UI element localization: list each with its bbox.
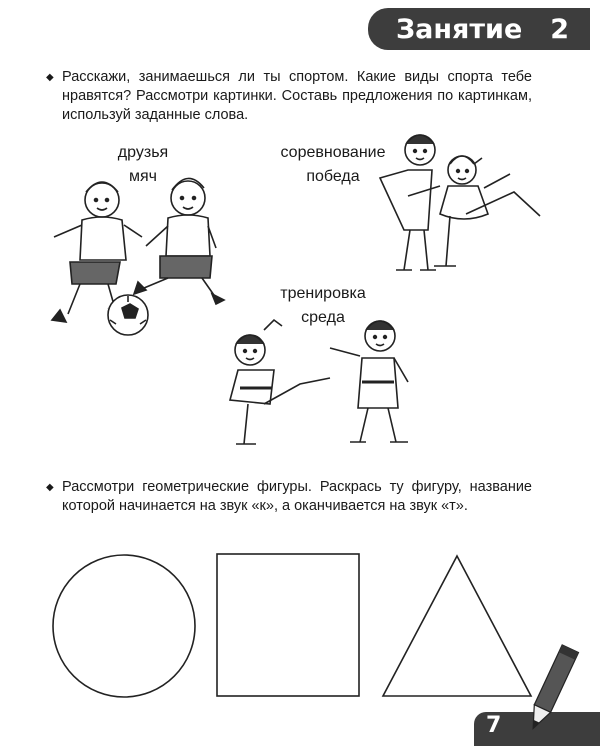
bullet-icon: ◆ bbox=[46, 72, 54, 83]
caption-word: мяч bbox=[129, 168, 157, 185]
caption-word: среда bbox=[301, 309, 345, 326]
caption-word: победа bbox=[306, 168, 360, 185]
circle-shape[interactable] bbox=[50, 552, 200, 702]
caption-word: друзья bbox=[117, 144, 169, 161]
lesson-label: Занятие bbox=[396, 13, 523, 45]
page-number: 7 bbox=[486, 713, 502, 738]
square-shape[interactable] bbox=[215, 552, 365, 702]
triangle-shape[interactable] bbox=[378, 552, 538, 702]
caption-word: соревнование bbox=[280, 144, 386, 161]
karate-kids-illustration bbox=[218, 308, 418, 453]
caption-word: тренировка bbox=[280, 285, 366, 302]
figure-skaters-illustration bbox=[370, 128, 550, 288]
bullet-icon: ◆ bbox=[46, 482, 54, 493]
lesson-header bbox=[368, 8, 590, 50]
task-1 bbox=[46, 68, 532, 125]
pencil-icon bbox=[520, 640, 580, 740]
task-2 bbox=[46, 478, 532, 516]
soccer-ball-icon bbox=[108, 295, 148, 335]
lesson-number: 2 bbox=[550, 13, 570, 45]
task-1-text: Расскажи, занимаешься ли ты спортом. Какие виды спорта тебе нравятся? Рассмотри картинки. Составь предложения по картинкам, используй заданные слова. bbox=[62, 69, 532, 123]
task-2-text: Рассмотри геометрические фигуры. Раскрась ту фигуру, название которой начинается на звук «к», а оканчивается на звук «т». bbox=[62, 479, 532, 514]
